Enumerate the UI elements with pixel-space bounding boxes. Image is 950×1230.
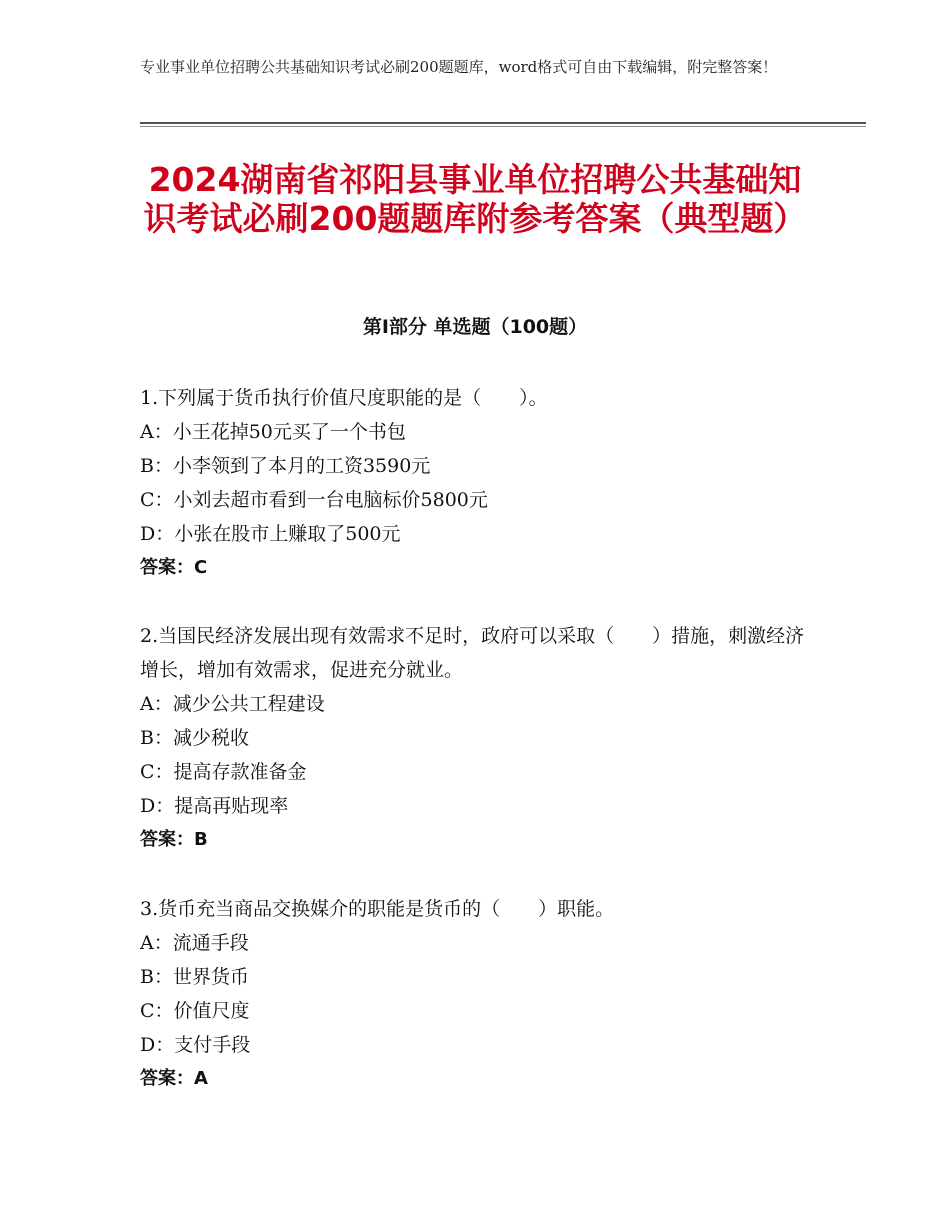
answer-label: 答案：B bbox=[140, 829, 208, 850]
option-a: A：流通手段 bbox=[140, 932, 249, 954]
option-d: D：支付手段 bbox=[140, 1034, 251, 1056]
answer-label: 答案：A bbox=[140, 1068, 208, 1089]
question-3 bbox=[140, 892, 820, 1096]
option-b: B：世界货币 bbox=[140, 966, 249, 988]
option-c: C：提高存款准备金 bbox=[140, 761, 307, 783]
answer-label: 答案：C bbox=[140, 557, 208, 578]
section-heading: 第Ⅰ部分 单选题（100题） bbox=[362, 316, 588, 338]
question-stem: 2.当国民经济发展出现有效需求不足时，政府可以采取（ ）措施，刺激经济增长，增加有效需求，促进充分就业。 bbox=[140, 625, 805, 681]
header-divider-thin bbox=[140, 126, 866, 127]
header-note: 专业事业单位招聘公共基础知识考试必刷200题题库，word格式可自由下载编辑，附完整答案！ bbox=[140, 58, 778, 76]
option-c: C：价值尺度 bbox=[140, 1000, 250, 1022]
option-b: B：减少税收 bbox=[140, 727, 249, 749]
option-a: A：小王花掉50元买了一个书包 bbox=[140, 421, 406, 443]
option-b: B：小李领到了本月的工资3590元 bbox=[140, 455, 431, 477]
question-1 bbox=[140, 381, 820, 585]
option-a: A：减少公共工程建设 bbox=[140, 693, 325, 715]
option-c: C：小刘去超市看到一台电脑标价5800元 bbox=[140, 489, 488, 511]
option-d: D：提高再贴现率 bbox=[140, 795, 289, 817]
document-title: 2024湖南省祁阳县事业单位招聘公共基础知识考试必刷200题题库附参考答案（典型题） bbox=[143, 160, 807, 238]
header-divider bbox=[140, 122, 866, 124]
option-d: D：小张在股市上赚取了500元 bbox=[140, 523, 401, 545]
question-stem: 3.货币充当商品交换媒介的职能是货币的（ ）职能。 bbox=[140, 898, 615, 920]
question-2 bbox=[140, 619, 820, 857]
question-stem: 1.下列属于货币执行价值尺度职能的是（ ）。 bbox=[140, 387, 548, 409]
